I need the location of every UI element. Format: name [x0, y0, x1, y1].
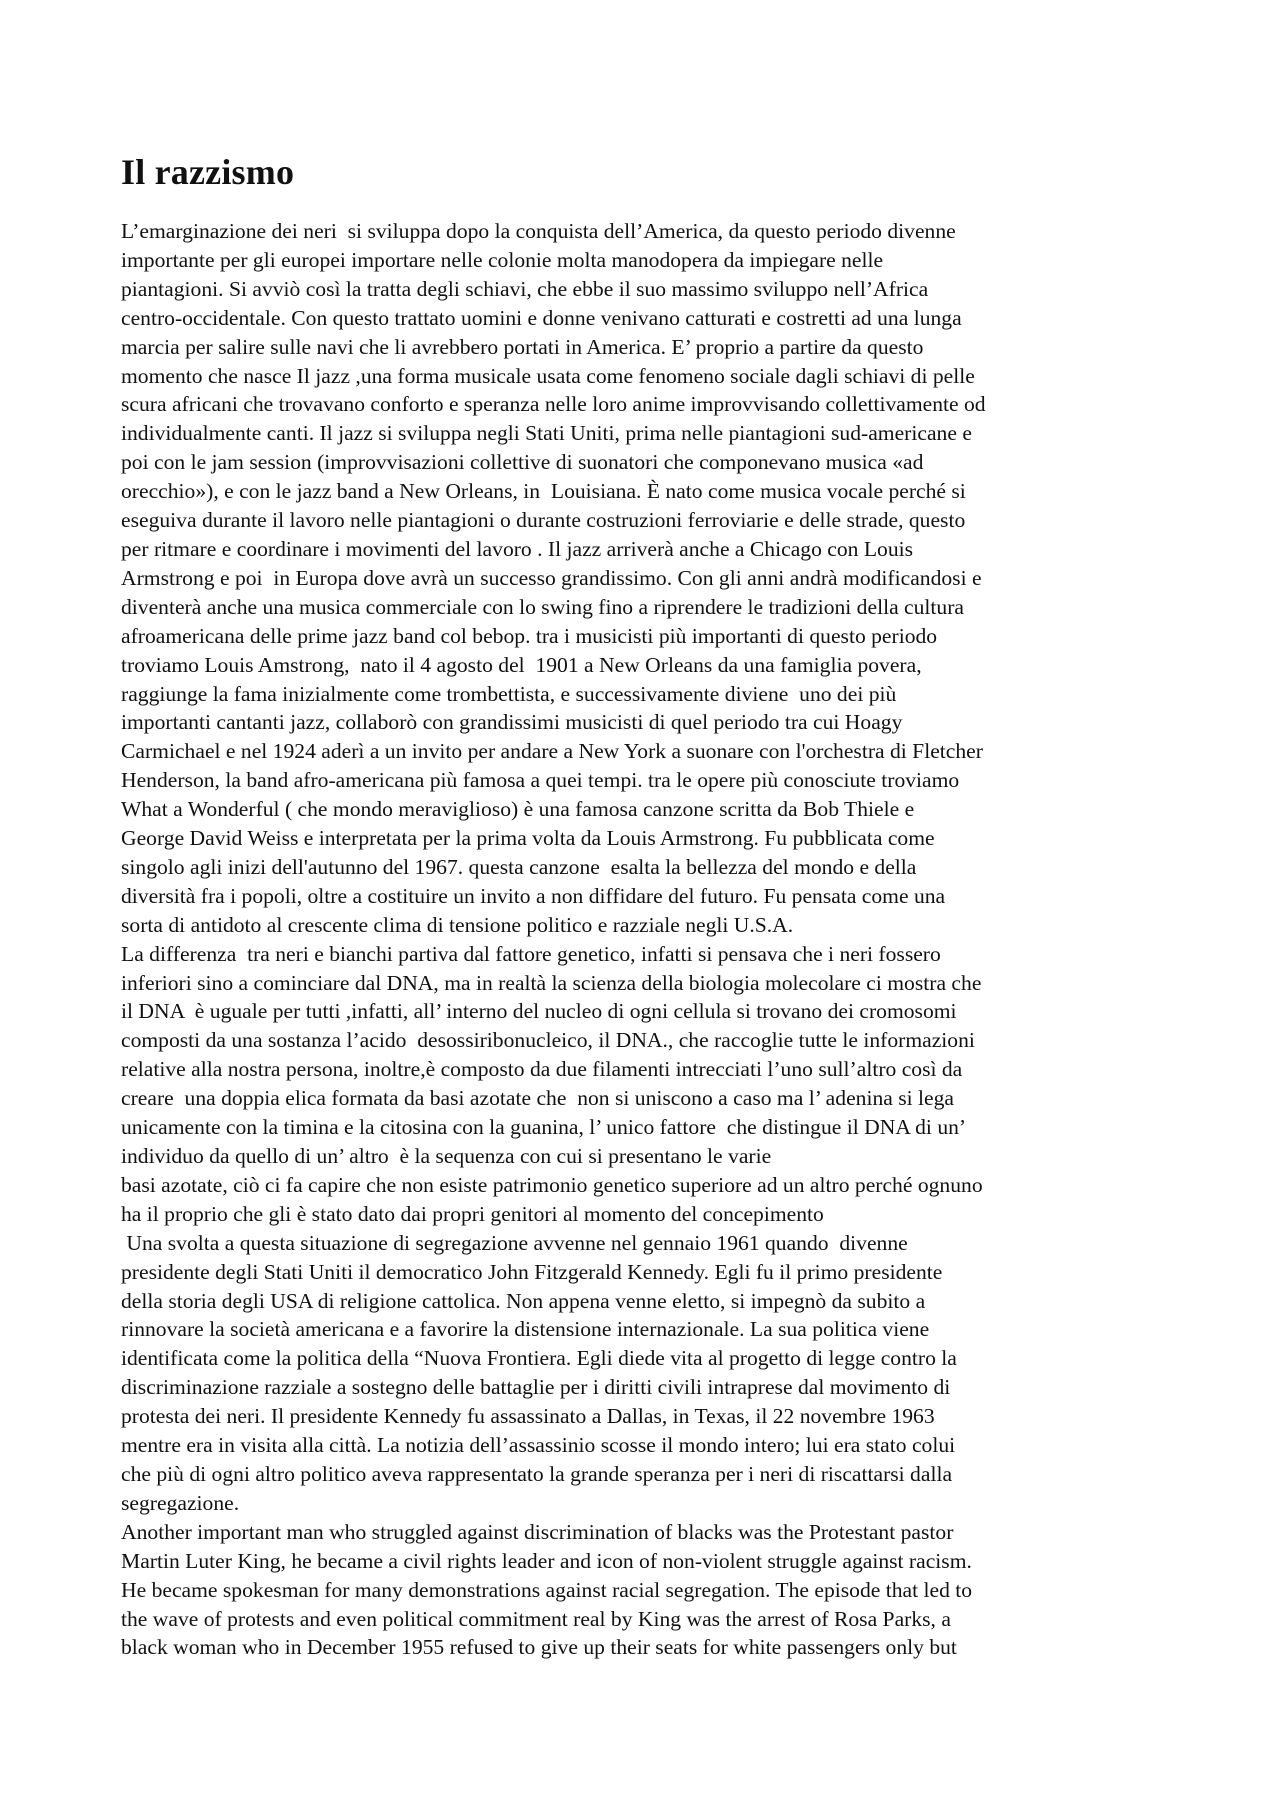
text-line: importante per gli europei importare nelle colonie molta manodopera da impiegare nelle — [121, 247, 884, 272]
text-line: centro-occidentale. Con questo trattato uomini e donne venivano catturati e costretti ad una lunga — [121, 305, 962, 330]
text-line: mentre era in visita alla città. La notizia dell’assassinio scosse il mondo intero; lui era stato colui — [121, 1433, 956, 1458]
text-line: piantagioni. Si avviò così la tratta degli schiavi, che ebbe il suo massimo sviluppo nell’Africa — [121, 276, 929, 301]
text-line: momento che nasce Il jazz ,una forma musicale usata come fenomeno sociale dagli schiavi di pelle — [121, 363, 975, 388]
text-line: diversità fra i popoli, oltre a costituire un invito a non diffidare del futuro. Fu pensata come una — [121, 883, 946, 908]
text-line: black woman who in December 1955 refused to give up their seats for white passengers only but — [121, 1635, 957, 1660]
text-line: protesta dei neri. Il presidente Kennedy fu assassinato a Dallas, in Texas, il 22 novembre 1963 — [121, 1404, 935, 1429]
document-content — [121, 150, 1171, 1662]
text-line: individualmente canti. Il jazz si sviluppa negli Stati Uniti, prima nelle piantagioni sud-americane e — [121, 421, 972, 446]
text-line: che più di ogni altro politico aveva rappresentato la grande speranza per i neri di riscattarsi dalla — [121, 1461, 953, 1486]
text-line: George David Weiss e interpretata per la prima volta da Louis Armstrong. Fu pubblicata come — [121, 826, 935, 851]
text-line: rinnovare la società americana e a favorire la distensione internazionale. La sua politica viene — [121, 1317, 930, 1342]
text-line: poi con le jam session (improvvisazioni collettive di suonatori che componevano musica «ad — [121, 450, 924, 475]
text-line: importanti cantanti jazz, collaborò con grandissimi musicisti di quel periodo tra cui Hoagy — [121, 710, 903, 735]
text-line: What a Wonderful ( che mondo meraviglioso) è una famosa canzone scritta da Bob Thiele e — [121, 797, 915, 822]
text-line: identificata come la politica della “Nuova Frontiera. Egli diede vita al progetto di legge contro la — [121, 1346, 957, 1371]
text-line: Carmichael e nel 1924 aderì a un invito per andare a New York a suonare con l'orchestra di Fletcher — [121, 739, 983, 764]
text-line: Another important man who struggled against discrimination of blacks was the Protestant pastor — [121, 1519, 954, 1544]
text-line: composti da una sostanza l’acido desossiribonucleico, il DNA., che raccoglie tutte le informazioni — [121, 1028, 975, 1053]
text-line: unicamente con la timina e la citosina con la guanina, l’ unico fattore che distingue il DNA di un’ — [121, 1115, 967, 1140]
text-line: troviamo Louis Amstrong, nato il 4 agosto del 1901 a New Orleans da una famiglia povera, — [121, 652, 922, 677]
text-line: Armstrong e poi in Europa dove avrà un successo grandissimo. Con gli anni andrà modificandosi e — [121, 565, 982, 590]
text-line: Martin Luter King, he became a civil rights leader and icon of non-violent struggle against racism. — [121, 1548, 972, 1573]
text-line: orecchio»), e con le jazz band a New Orleans, in Louisiana. È nato come musica vocale perché si — [121, 479, 966, 504]
text-line: L’emarginazione dei neri si sviluppa dopo la conquista dell’America, da questo periodo divenne — [121, 219, 956, 243]
text-line: della storia degli USA di religione cattolica. Non appena venne eletto, si impegnò da subito a — [121, 1288, 926, 1313]
text-line: Una svolta a questa situazione di segregazione avvenne nel gennaio 1961 quando divenne — [121, 1230, 908, 1255]
text-line: inferiori sino a cominciare dal DNA, ma in realtà la scienza della biologia molecolare ci mostra che — [121, 970, 982, 995]
text-line: eseguiva durante il lavoro nelle piantagioni o durante costruzioni ferroviarie e delle strade, questo — [121, 508, 966, 533]
text-line: the wave of protests and even political commitment real by King was the arrest of Rosa Parks, a — [121, 1606, 951, 1631]
text-line: per ritmare e coordinare i movimenti del lavoro . Il jazz arriverà anche a Chicago con Louis — [121, 536, 914, 561]
text-line: scura africani che trovavano conforto e speranza nelle loro anime improvvisando collettivamente od — [121, 392, 986, 417]
text-line: relative alla nostra persona, inoltre,è composto da due filamenti intrecciati l’uno sull’altro così da — [121, 1057, 963, 1082]
text-line: creare una doppia elica formata da basi azotate che non si uniscono a caso ma l’ adenina si lega — [121, 1086, 954, 1111]
text-line: basi azotate, ciò ci fa capire che non esiste patrimonio genetico superiore ad un altro perché ognuno — [121, 1172, 983, 1197]
text-line: raggiunge la fama inizialmente come trombettista, e successivamente diviene uno dei più — [121, 681, 897, 706]
text-line: ha il proprio che gli è stato dato dai propri genitori al momento del concepimento — [121, 1201, 824, 1226]
text-line: Henderson, la band afro-americana più famosa a quei tempi. tra le opere più conosciute troviamo — [121, 768, 960, 793]
text-line: afroamericana delle prime jazz band col bebop. tra i musicisti più importanti di questo periodo — [121, 623, 938, 648]
text-line: diventerà anche una musica commerciale con lo swing fino a riprendere le tradizioni della cultura — [121, 594, 964, 619]
text-line: individuo da quello di un’ altro è la sequenza con cui si presentano le varie — [121, 1144, 772, 1168]
text-line: He became spokesman for many demonstrations against racial segregation. The episode that led to — [121, 1577, 973, 1602]
text-line: marcia per salire sulle navi che li avrebbero portati in America. E’ proprio a partire da questo — [121, 334, 924, 359]
text-line: segregazione. — [121, 1490, 240, 1515]
text-line: La differenza tra neri e bianchi partiva dal fattore genetico, infatti si pensava che i neri fossero — [121, 941, 941, 966]
text-line: discriminazione razziale a sostegno delle battaglie per i diritti civili intraprese dal movimento di — [121, 1375, 951, 1400]
text-line: il DNA è uguale per tutti ,infatti, all’ interno del nucleo di ogni cellula si trovano dei cromosomi — [121, 999, 957, 1024]
document-body — [121, 217, 1171, 1662]
text-line: sorta di antidoto al crescente clima di tensione politico e razziale negli U.S.A. — [121, 912, 794, 937]
text-line: singolo agli inizi dell'autunno del 1967. questa canzone esalta la bellezza del mondo e della — [121, 854, 917, 879]
text-line: presidente degli Stati Uniti il democratico John Fitzgerald Kennedy. Egli fu il primo presidente — [121, 1259, 943, 1284]
document-title: Il razzismo — [121, 152, 295, 192]
